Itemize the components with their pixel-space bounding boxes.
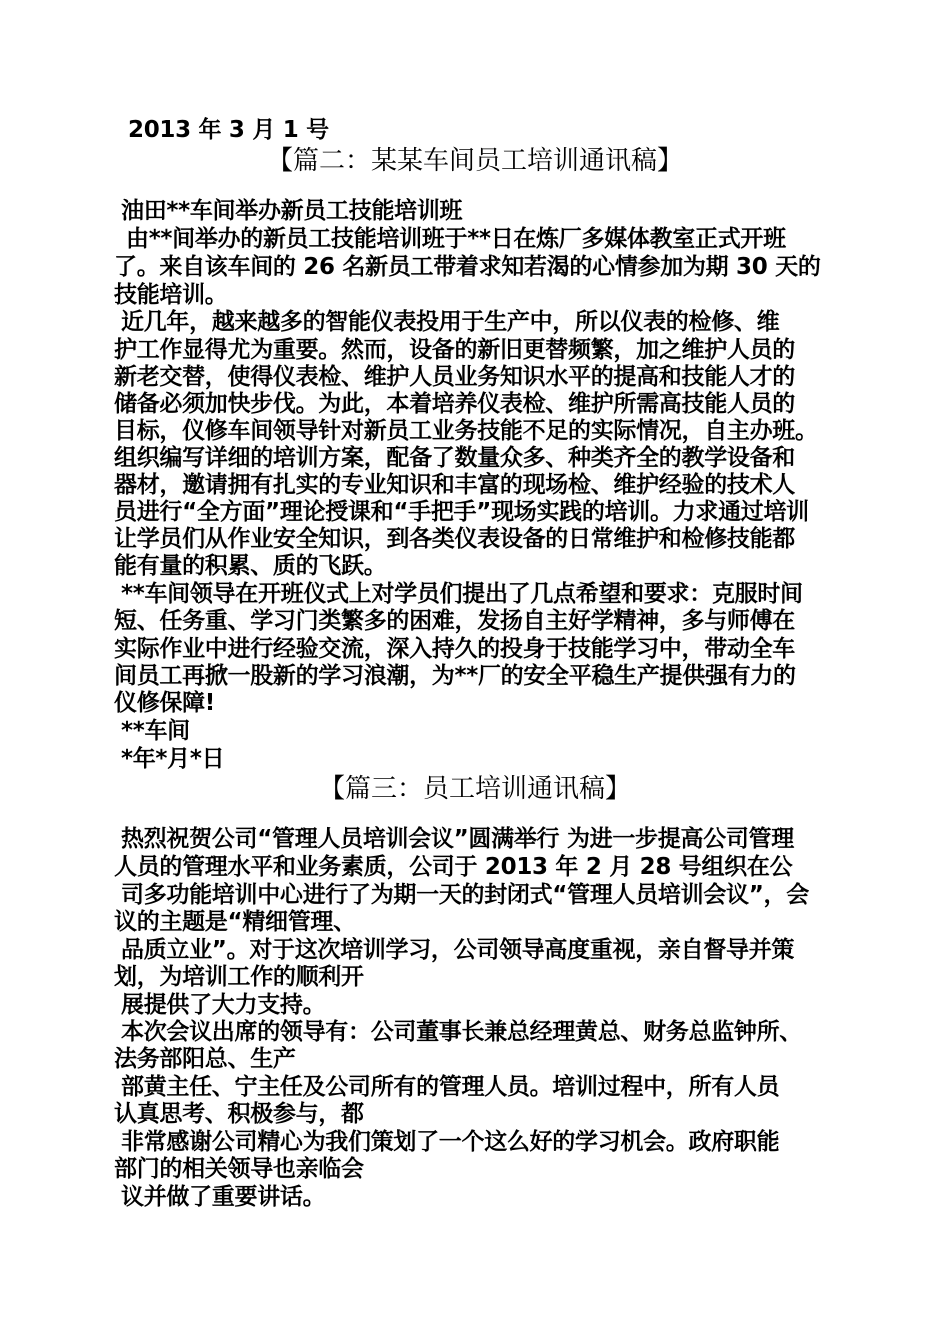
paragraph-line: 部黄主任、宁主任及公司所有的管理人员。培训过程中，所有人员: [121, 1074, 780, 1100]
paragraph-line: 仪修保障!: [114, 690, 215, 716]
paragraph-line: 品质立业”。对于这次培训学习，公司领导高度重视，亲自督导并策: [121, 937, 795, 963]
paragraph-line: 非常感谢公司精心为我们策划了一个这么好的学习机会。政府职能: [121, 1129, 780, 1155]
paragraph-line: 议并做了重要讲话。: [121, 1184, 326, 1210]
paragraph-line: 部门的相关领导也亲临会: [114, 1156, 364, 1182]
paragraph-line: 本次会议出席的领导有：公司董事长兼总经理黄总、财务总监钟所、: [121, 1019, 803, 1045]
paragraph-line: 认真思考、积极参与，都: [114, 1101, 364, 1127]
paragraph-line: 展提供了大力支持。: [121, 992, 326, 1018]
paragraph-line: 热烈祝贺公司“管理人员培训会议”圆满举行 为进一步提高公司管理: [121, 826, 794, 852]
paragraph-line: 储备必须加快步伐。为此，本着培养仪表检、维护所需高技能人员的: [114, 391, 796, 417]
paragraph-line: 议的主题是“精细管理、: [114, 909, 356, 935]
paragraph-line: 目标，仪修车间领导针对新员工业务技能不足的实际情况，自主办班。: [114, 418, 818, 444]
signature-workshop: **车间: [121, 718, 190, 744]
paragraph-line: 实际作业中进行经验交流，深入持久的投身于技能学习中，带动全车: [114, 636, 796, 662]
signature-date: *年*月*日: [121, 746, 225, 772]
paragraph-line: 划，为培训工作的顺利开: [114, 964, 364, 990]
paragraph-line: 由**间举办的新员工技能培训班于**日在炼厂多媒体教室正式开班: [126, 226, 786, 252]
paragraph-line: 人员的管理水平和业务素质，公司于 2013 年 2 月 28 号组织在公: [114, 854, 793, 880]
paragraph-line: 间员工再掀一股新的学习浪潮，为**厂的安全平稳生产提供强有力的: [114, 663, 796, 689]
paragraph-line: 技能培训。: [114, 282, 228, 308]
date-line: 2013 年 3 月 1 号: [128, 117, 329, 143]
section-three-heading: 【篇三：员工培训通讯稿】: [318, 774, 631, 804]
paragraph-line: 护工作显得尤为重要。然而，设备的新旧更替频繁，加之维护人员的: [114, 337, 796, 363]
paragraph-line: 了。来自该车间的 26 名新员工带着求知若渴的心情参加为期 30 天的: [114, 254, 821, 280]
paragraph-line: 新老交替，使得仪表检、维护人员业务知识水平的提高和技能人才的: [114, 364, 796, 390]
paragraph-line: 近几年，越来越多的智能仪表投用于生产中，所以仪表的检修、维: [121, 309, 780, 335]
paragraph-line: 员进行“全方面”理论授课和“手把手”现场实践的培训。力求通过培训: [114, 499, 809, 525]
paragraph-line: 能有量的积累、质的飞跃。: [114, 553, 387, 579]
section-two-title: 油田**车间举办新员工技能培训班: [121, 198, 463, 224]
section-two-heading: 【篇二：某某车间员工培训通讯稿】: [266, 146, 683, 176]
paragraph-line: 法务部阳总、生产: [114, 1046, 296, 1072]
paragraph-line: 短、任务重、学习门类繁多的困难，发扬自主好学精神，多与师傅在: [114, 608, 796, 634]
paragraph-line: 司多功能培训中心进行了为期一天的封闭式“管理人员培训会议”，会: [121, 882, 809, 908]
paragraph-line: 让学员们从作业安全知识，到各类仪表设备的日常维护和检修技能都: [114, 526, 796, 552]
paragraph-line: 组织编写详细的培训方案，配备了数量众多、种类齐全的教学设备和: [114, 445, 796, 471]
paragraph-line: **车间领导在开班仪式上对学员们提出了几点希望和要求：克服时间: [121, 581, 803, 607]
paragraph-line: 器材，邀请拥有扎实的专业知识和丰富的现场检、维护经验的技术人: [114, 472, 796, 498]
